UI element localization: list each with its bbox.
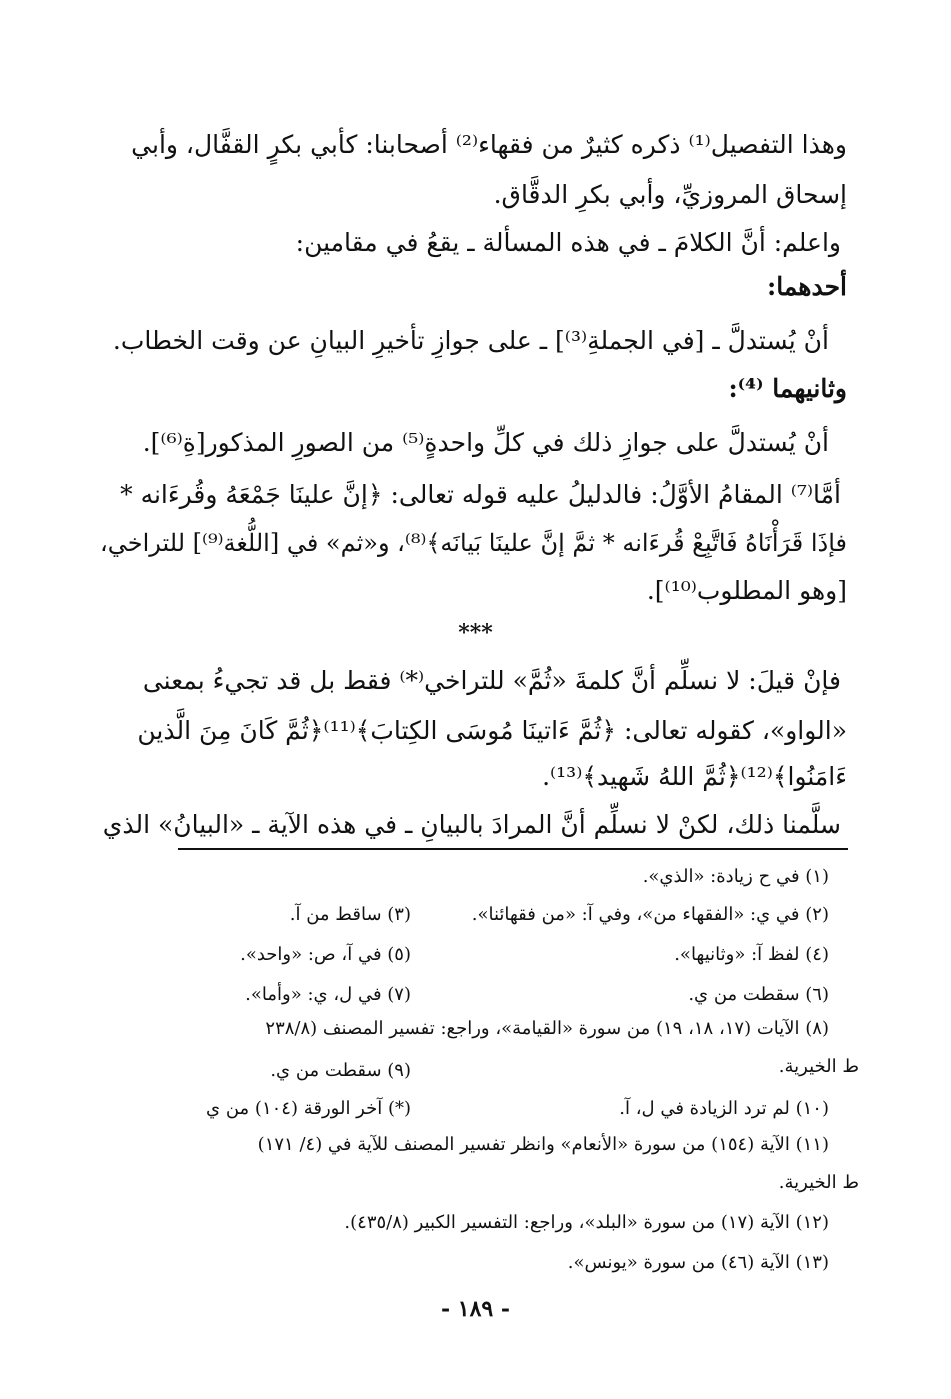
footnote-2: (٢) في ي: «الفقهاء من»، وفي آ: «من فقهائنا».: [471, 904, 829, 925]
footnote-9: (٩) سقطت من ي.: [270, 1060, 411, 1081]
footnote-4: (٤) لفظ آ: «وثانيها».: [674, 944, 829, 965]
footnote-1: (١) في ح زيادة: «الذي».: [642, 866, 829, 887]
footnote-12: (١٢) الآية (١٧) من سورة «البلد»، وراجع: التفسير الكبير (٤٣٥/٨).: [344, 1212, 829, 1233]
footnote-8-cont: ط الخيرية.: [778, 1056, 859, 1077]
footnote-star: (*) آخر الورقة (١٠٤) من ي: [206, 1098, 411, 1119]
footnote-13: (١٣) الآية (٤٦) من سورة «يونس».: [567, 1252, 829, 1273]
body-line-3: واعلم: أنَّ الكلامَ ـ في هذه المسألة ـ يقعُ في مقامين:: [295, 228, 841, 257]
footnote-7: (٧) في ل، ي: «وأما».: [245, 984, 411, 1005]
footnote-11-cont: ط الخيرية.: [778, 1172, 859, 1193]
body-line-1: وهذا التفصيل⁽¹⁾ ذكره كثيرٌ من فقهاء⁽²⁾ أصحابنا: كأبي بكرٍ القفَّال، وأبي: [131, 130, 847, 159]
section-heading-second: وثانيهما ⁽⁴⁾:: [728, 374, 847, 403]
body-line-10: [وهو المطلوب⁽¹⁰⁾].: [646, 576, 847, 605]
body-line-9: فإذَا قَرَأْنَاهُ فَاتَّبِعْ قُرءَانه * ثمَّ إنَّ علينَا بَيانَه﴾⁽⁸⁾، و«ثم» في [اللُّغة⁽⁹⁾] للتراخي،: [100, 529, 847, 557]
footnote-8: (٨) الآيات (١٧، ١٨، ١٩) من سورة «القيامة»، وراجع: تفسير المصنف (٢٣٨/٨: [265, 1018, 829, 1039]
section-heading-first: أحدهما:: [766, 272, 847, 301]
body-line-2: إسحاق المروزيِّ، وأبي بكرِ الدقَّاق.: [493, 180, 847, 209]
body-line-12: «الواو»، كقوله تعالى: ﴿ثُمَّ ءَاتينَا مُوسَى الكِتابَ﴾⁽¹¹⁾﴿ثُمَّ كَانَ مِنَ الَّذين: [137, 716, 847, 745]
body-line-5: أنْ يُستدلَّ ـ [في الجملةِ⁽³⁾] ـ على جوازِ تأخيرِ البيانِ عن وقت الخطاب.: [112, 326, 829, 355]
footnote-10: (١٠) لم ترد الزيادة في ل، آ.: [619, 1098, 829, 1119]
footnote-11: (١١) الآية (١٥٤) من سورة «الأنعام» وانظر تفسير المصنف للآية في (٤/ ١٧١): [257, 1134, 829, 1155]
footnote-6: (٦) سقطت من ي.: [688, 984, 829, 1005]
page-number: - ١٨٩ -: [440, 1296, 511, 1322]
body-line-14: سلَّمنا ذلك، لكنْ لا نسلِّم أنَّ المرادَ بالبيانِ ـ في هذه الآية ـ «البيانُ» الذي: [102, 810, 841, 839]
body-line-11: فإنْ قيلَ: لا نسلِّم أنَّ كلمةَ «ثُمَّ» للتراخي⁽*⁾ فقط بل قد تجيءُ بمعنى: [142, 666, 841, 695]
footnote-3: (٣) ساقط من آ.: [289, 904, 411, 925]
footnote-5: (٥) في آ، ص: «واحد».: [240, 944, 411, 965]
footnote-divider: [178, 848, 848, 850]
body-line-13: ءَامَنُوا﴾⁽¹²⁾﴿ثُمَّ اللهُ شَهيد﴾⁽¹³⁾.: [542, 762, 847, 791]
body-line-7: أنْ يُستدلَّ على جوازِ ذلك في كلِّ واحدةٍ⁽⁵⁾ من الصورِ المذكور[ةِ⁽⁶⁾].: [142, 428, 829, 457]
section-separator: ***: [458, 620, 493, 646]
body-line-8: أمَّا⁽⁷⁾ المقامُ الأوَّلُ: فالدليلُ عليه قوله تعالى: ﴿إنَّ علينَا جَمْعَهُ وقُرءَانه *: [120, 480, 841, 509]
